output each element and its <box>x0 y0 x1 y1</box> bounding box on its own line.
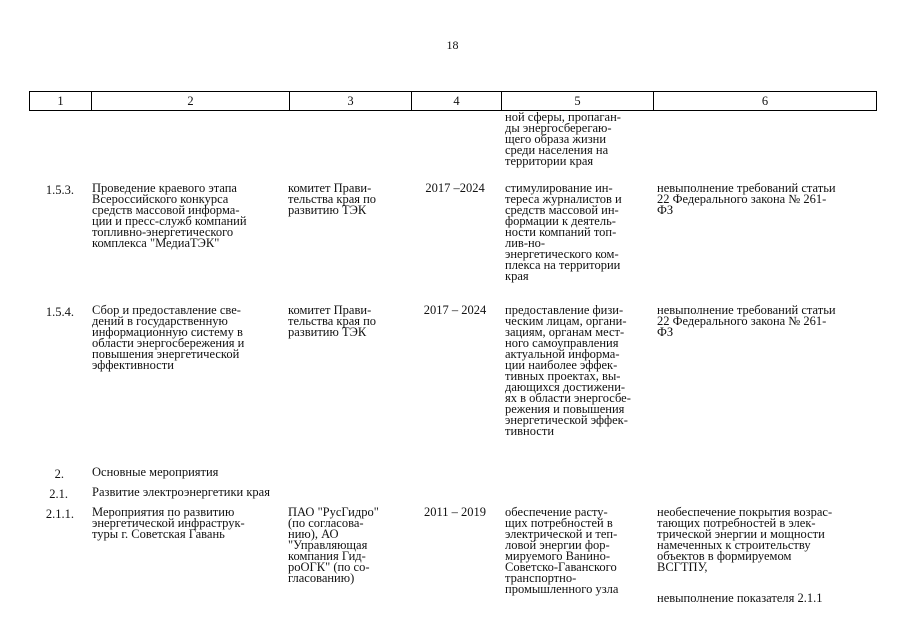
row-num-211: 2.1.1. <box>45 507 74 521</box>
row-result-154 <box>505 305 650 437</box>
row-executor-211 <box>288 507 406 584</box>
row-consequence-211-text: необеспечение покрытия возрас- тающих потребностей в элек- трической энергии и мощности намеченных к строительству объектов в формируемом ВСГТПУ, <box>657 505 833 574</box>
header-col-6: 6 <box>654 92 877 111</box>
row-consequence2-211: невыполнение показателя 2.1.1 <box>657 591 823 605</box>
header-col-2: 2 <box>92 92 290 111</box>
row-result-153-text: стимулирование ин- тереса журналистов и средств массовой ин- формации к деятель- ности компаний топ- лив-но- энергетического ком- плекса на территории края <box>505 181 622 283</box>
row-period-153: 2017 –2024 <box>425 181 485 195</box>
row-consequence-154-text: невыполнение требований статьи 22 Федерального закона № 261- ФЗ <box>657 303 836 339</box>
header-col-5: 5 <box>502 92 654 111</box>
header-row <box>30 92 877 111</box>
row-title-153-text: Проведение краевого этапа Всероссийского конкурса средств массовой информа- ции и пресс-служб компаний топливно-энергетического комплекса "МедиаТЭК" <box>92 181 247 250</box>
subsection-title: Развитие электроэнергетики края <box>92 485 270 499</box>
row-consequence-154 <box>657 305 872 338</box>
row-title-153 <box>92 183 284 249</box>
row-executor-153 <box>288 183 406 216</box>
row-executor-153-text: комитет Прави- тельства края по развитию ТЭК <box>288 181 377 217</box>
row-period-154: 2017 – 2024 <box>423 303 487 317</box>
row-title-211-text: Мероприятия по развитию энергетической инфраструк- туры г. Советская Гавань <box>92 505 245 541</box>
row-executor-211-text: ПАО "РусГидро" (по согласова- нию), АО "Управляющая компания Гид- роОГК" (по со- гласованию) <box>288 505 379 585</box>
table-header <box>29 91 877 111</box>
row-result-153 <box>505 183 650 282</box>
row-result-211-text: обеспечение расту- щих потребностей в электрической и теп- ловой энергии фор- мируемого Ванино- Советско-Гаванского транспортно- промышленного узла <box>505 505 619 596</box>
row-num-153: 1.5.3. <box>45 183 74 197</box>
row-consequence-211 <box>657 507 872 573</box>
section-num: 2. <box>54 467 64 481</box>
header-col-3: 3 <box>290 92 412 111</box>
header-col-1: 1 <box>30 92 92 111</box>
row-result-211 <box>505 507 650 595</box>
row-title-154-text: Сбор и предоставление све- дений в государственную информационную систему в области энергосбережения и повышения энергетической эффективности <box>92 303 245 372</box>
row-consequence-153 <box>657 183 872 216</box>
subsection-num: 2.1. <box>49 487 68 501</box>
row-executor-154 <box>288 305 406 338</box>
row-title-154 <box>92 305 284 371</box>
page-number: 18 <box>446 38 459 52</box>
continued-result-text: ной сферы, пропаган- ды энергосберегаю- щего образа жизни среди населения на территории края <box>505 110 621 168</box>
row-period-211: 2011 – 2019 <box>423 505 487 519</box>
row-num-154: 1.5.4. <box>45 305 74 319</box>
row-executor-154-text: комитет Прави- тельства края по развитию ТЭК <box>288 303 377 339</box>
header-col-4: 4 <box>412 92 502 111</box>
row-consequence-153-text: невыполнение требований статьи 22 Федерального закона № 261- ФЗ <box>657 181 836 217</box>
row-title-211 <box>92 507 284 540</box>
section-title: Основные мероприятия <box>92 465 219 479</box>
continued-result <box>505 112 650 167</box>
row-result-154-text: предоставление физи- ческим лицам, органи- зациям, органам мест- ного самоуправления актуальной информа- ции наиболее эффек- тивных проектах, вы- дающихся достижени- ях в области энергосбе- режения и повышения энергетической эффек- тивности <box>505 303 631 438</box>
